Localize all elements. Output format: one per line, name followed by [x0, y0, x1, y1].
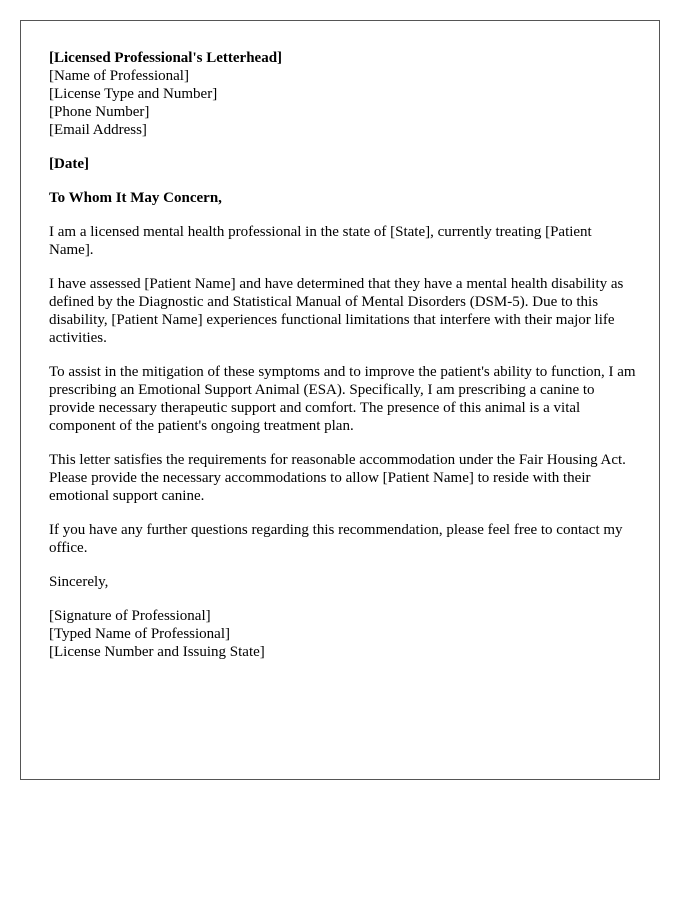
signature-block	[49, 607, 639, 661]
letterhead	[49, 49, 639, 139]
license-type-number: [License Type and Number]	[49, 86, 218, 102]
email-address: [Email Address]	[49, 122, 147, 138]
professional-name: [Name of Professional]	[49, 68, 189, 84]
letterhead-title: [Licensed Professional's Letterhead]	[49, 50, 283, 66]
paragraph-assessment: I have assessed [Patient Name] and have determined that they have a mental health disability as defined by the Diagnostic and Statistical Manual of Mental Disorders (DSM-5). Due to this disability, [Patient Name] experiences functional limitations that interfere with their major life activities.	[49, 276, 624, 346]
paragraph-intro: I am a licensed mental health professional in the state of [State], currently treating [Patient Name].	[49, 224, 592, 258]
license-info: [License Number and Issuing State]	[49, 644, 265, 660]
typed-name: [Typed Name of Professional]	[49, 626, 230, 642]
letter-page	[20, 20, 660, 780]
salutation: To Whom It May Concern,	[49, 190, 222, 206]
paragraph-accommodation: This letter satisfies the requirements for reasonable accommodation under the Fair Housing Act. Please provide the necessary accommodations to allow [Patient Name] to reside with their emotional support canine.	[49, 452, 626, 504]
signature-line: [Signature of Professional]	[49, 608, 211, 624]
paragraph-contact: If you have any further questions regarding this recommendation, please feel free to contact my office.	[49, 522, 623, 556]
letter-date: [Date]	[49, 156, 89, 172]
phone-number: [Phone Number]	[49, 104, 150, 120]
closing: Sincerely,	[49, 574, 109, 590]
paragraph-prescription: To assist in the mitigation of these symptoms and to improve the patient's ability to function, I am prescribing an Emotional Support Animal (ESA). Specifically, I am prescribing a canine to provide necessary therapeutic support and comfort. The presence of this animal is a vital component of the patient's ongoing treatment plan.	[49, 364, 636, 434]
letter-content	[49, 49, 639, 661]
